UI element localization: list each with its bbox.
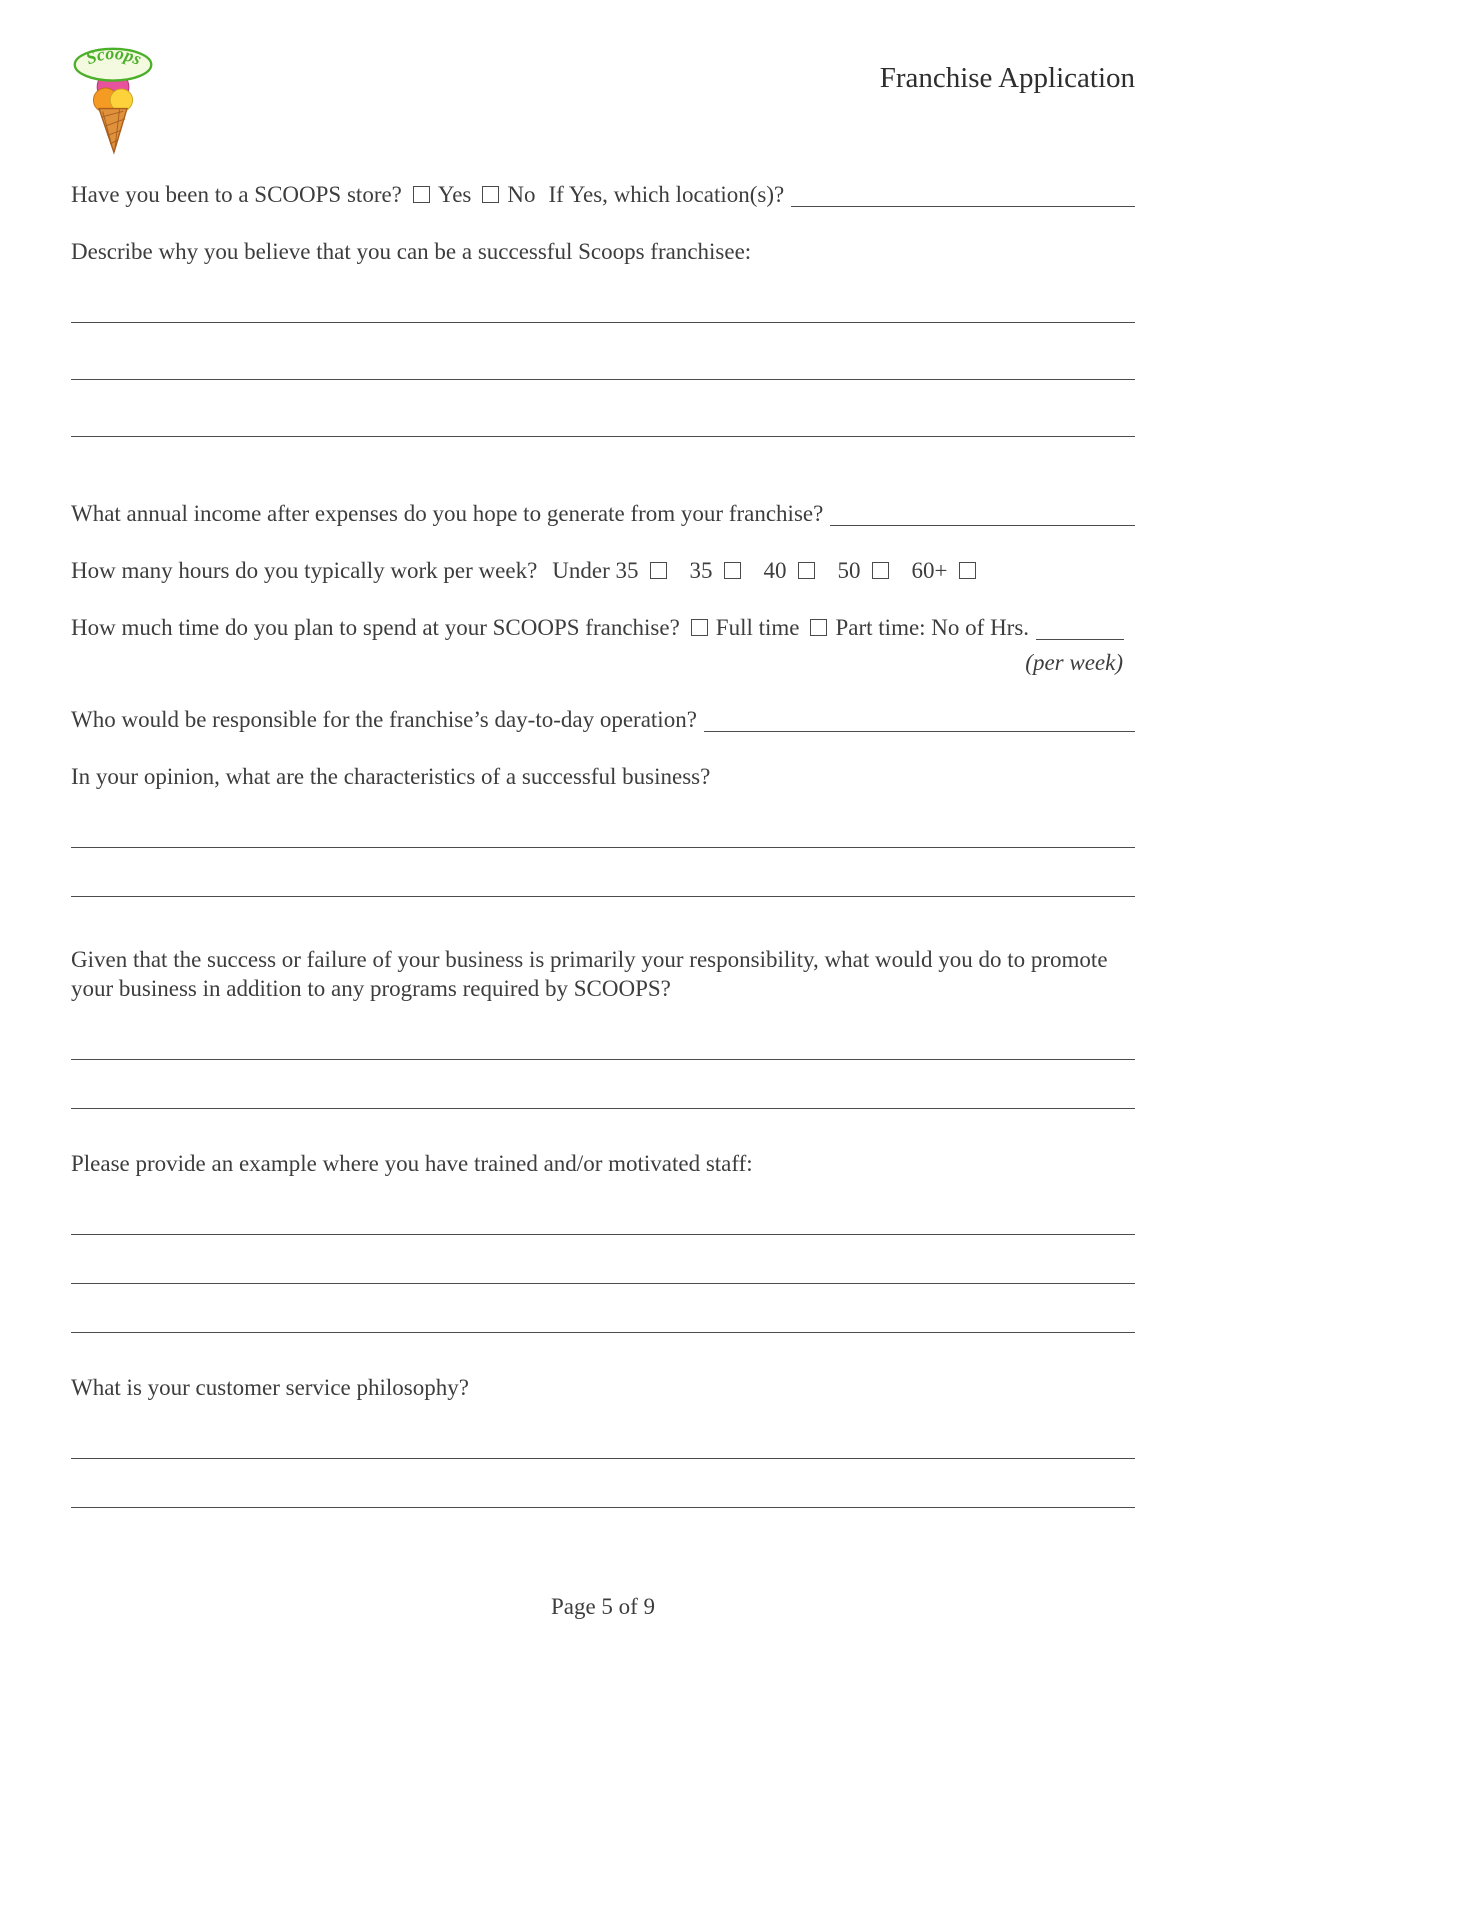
question-why-successful: Describe why you believe that you can be a successful Scoops franchisee:: [71, 239, 752, 264]
checkbox-60-plus[interactable]: [959, 562, 976, 579]
question-visited-store: [71, 180, 1135, 209]
question-time-at-franchise: [71, 613, 1135, 642]
write-in-line[interactable]: [71, 436, 1135, 437]
write-in-line[interactable]: [71, 379, 1135, 380]
write-in-line[interactable]: [71, 1332, 1135, 1333]
checkbox-under-35[interactable]: [650, 562, 667, 579]
operator-blank-field[interactable]: [704, 729, 1135, 732]
write-in-line[interactable]: [71, 1108, 1135, 1109]
no-label: No: [507, 182, 536, 207]
question-successful-business: In your opinion, what are the characteristics of a successful business?: [71, 764, 711, 789]
checkbox-no[interactable]: [482, 186, 499, 203]
write-in-line[interactable]: [71, 1283, 1135, 1284]
checkbox-40[interactable]: [798, 562, 815, 579]
question-customer-service: What is your customer service philosophy?: [71, 1375, 469, 1400]
question-promote-business: Given that the success or failure of your business is primarily your responsibility, what would you do to promote your business in addition to any programs required by SCOOPS?: [71, 947, 1108, 1001]
page-number: Page 5 of 9: [550, 1594, 656, 1619]
checkbox-35[interactable]: [724, 562, 741, 579]
page-header: [71, 46, 1135, 150]
write-in-line[interactable]: [71, 1458, 1135, 1459]
write-in-line[interactable]: [71, 1059, 1135, 1060]
option-under-35: Under 35: [552, 558, 639, 583]
question-text: What annual income after expenses do you hope to generate from your franchise?: [71, 501, 824, 526]
checkbox-full-time[interactable]: [691, 619, 708, 636]
question-text: How much time do you plan to spend at your SCOOPS franchise?: [71, 615, 680, 640]
part-time-label: Part time: No of Hrs.: [835, 615, 1030, 640]
question-annual-income: [71, 499, 1135, 528]
question-hours-per-week: [71, 556, 1135, 585]
full-time-label: Full time: [715, 615, 800, 640]
option-40: 40: [763, 558, 787, 583]
checkbox-part-time[interactable]: [810, 619, 827, 636]
write-in-line[interactable]: [71, 322, 1135, 323]
write-in-line[interactable]: [71, 847, 1135, 848]
logo-text: Scoops: [82, 46, 145, 69]
write-in-line[interactable]: [71, 1507, 1135, 1508]
page-title: Franchise Application: [879, 62, 1135, 94]
per-week-note: (per week): [1025, 650, 1123, 675]
write-in-line[interactable]: [71, 896, 1135, 897]
scoops-logo-icon: [71, 46, 155, 158]
option-35: 35: [689, 558, 713, 583]
checkbox-yes[interactable]: [413, 186, 430, 203]
question-text: How many hours do you typically work per week?: [71, 558, 538, 583]
write-in-line[interactable]: [71, 1234, 1135, 1235]
question-text: Who would be responsible for the franchise’s day-to-day operation?: [71, 707, 697, 732]
locations-blank-field[interactable]: [791, 204, 1135, 207]
yes-label: Yes: [437, 182, 472, 207]
hours-blank-field[interactable]: [1036, 637, 1124, 640]
question-text: Have you been to a SCOOPS store?: [71, 182, 402, 207]
income-blank-field[interactable]: [830, 523, 1135, 526]
option-50: 50: [837, 558, 861, 583]
question-trained-staff: Please provide an example where you have trained and/or motivated staff:: [71, 1151, 753, 1176]
question-day-to-day-operation: [71, 705, 1135, 734]
checkbox-50[interactable]: [872, 562, 889, 579]
option-60-plus: 60+: [911, 558, 948, 583]
followup-text: If Yes, which location(s)?: [548, 182, 785, 207]
